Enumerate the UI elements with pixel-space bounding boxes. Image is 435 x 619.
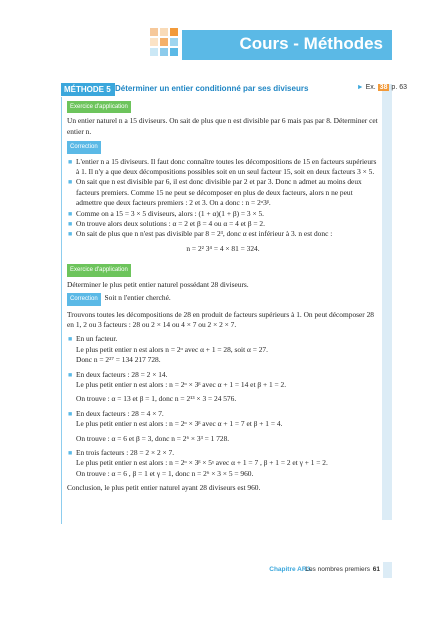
correction-text: Trouvons toutes les décompositions de 28 en produit de facteurs supérieurs à 1. On peut décomposer 28 en 1, 2 ou 3 facteurs : 28 ou 2 × 14 ou 4 × 7 ou 2 × 2 × 7.: [67, 309, 374, 329]
list-item: ■ En trois facteurs : 28 = 2 × 2 × 7. Le plus petit entier n est alors : n = 2ᵅ × 3ᵝ × 5ᵞ avec α + 1 = 7 , β + 1 = 2 et γ + 1 = 2. On trouve : α = 6 , β = 1 et γ = 1, donc n = 2⁶ × 3 × 5 = 960.: [68, 447, 328, 478]
list-item: ■ En un facteur. Le plus petit entier n est alors n = 2ᵅ avec α + 1 = 28, soit α = 27. Donc n = 2²⁷ = 134 217 728.: [68, 334, 268, 365]
ref-prefix: Ex.: [365, 84, 376, 91]
bullet-icon: ■: [68, 157, 73, 166]
footer-subject: Les nombres premiers: [305, 566, 370, 573]
result-equation: n = 2² 3⁴ = 4 × 81 = 324.: [186, 243, 260, 253]
bullet-icon: ■: [68, 220, 73, 229]
footer-block: [383, 562, 392, 578]
correction-tag: Correction: [67, 293, 101, 305]
exercise-tag: Exercice d'application: [67, 101, 131, 113]
exercise-text: Déterminer le plus petit entier naturel possédant 28 diviseurs.: [67, 279, 249, 289]
exercise-reference[interactable]: [357, 84, 407, 91]
bullet-icon: ■: [68, 448, 73, 457]
correction-intro: Soit n l'entier cherché.: [104, 293, 171, 303]
exercise-tag: Exercice d'application: [67, 264, 131, 276]
method-badge: MÉTHODE 5: [61, 83, 115, 96]
margin-strip: [382, 84, 392, 520]
page-title: Cours - Méthodes: [239, 34, 383, 53]
bullet-icon: ■: [68, 178, 73, 187]
correction-tag: Correction: [67, 141, 101, 153]
exercise-text: Un entier naturel n a 15 diviseurs. On sait de plus que n est divisible par 6 mais pas par 8. Déterminer cet entier n.: [67, 116, 378, 136]
page-number: 61: [372, 566, 380, 573]
header-decoration: [150, 28, 184, 62]
method-body: [61, 97, 379, 494]
bullet-icon: ■: [68, 230, 73, 239]
method-header: [61, 83, 407, 97]
list-item: ■ On trouve alors deux solutions : α = 2 et β = 4 ou α = 4 et β = 2.: [68, 219, 265, 229]
bullet-icon: ■: [68, 209, 73, 218]
footer-chapter: Chapitre AR3.: [269, 566, 312, 573]
ref-page: p. 63: [391, 84, 407, 91]
method-title: Déterminer un entier conditionné par ses diviseurs: [115, 84, 309, 93]
list-item: ■ Comme on a 15 = 3 × 5 diviseurs, alors : (1 + α)(1 + β) = 3 × 5.: [68, 208, 265, 218]
bullet-icon: ■: [68, 370, 73, 379]
list-item: ■ En deux facteurs : 28 = 4 × 7. Le plus petit entier n est alors : n = 2ᵅ × 3ᵝ avec α + 1 = 7 et β + 1 = 4. On trouve : α = 6 et β = 3, donc n = 2⁶ × 3³ = 1 728.: [68, 408, 283, 443]
arrow-icon: ►: [356, 84, 364, 91]
list-item: ■ On sait que n est divisible par 6, il est donc divisible par 2 et par 3. Donc n admet au moins deux facteurs premiers. Comme 15 ne peut se décomposer en plus de deux facteurs, alors n ne peut admettre que deux facteurs premiers : 2 et 3. On a donc : n = 2ᵅ3ᵝ.: [68, 177, 362, 208]
list-item: ■ L'entier n a 15 diviseurs. Il faut donc connaître toutes les décompositions de 15 en facteurs supérieurs à 1. Il n'y a que deux décompositions possibles soit en un seul facteur 15, soit en deux facteurs 3 × 5.: [68, 156, 377, 177]
list-item: ■ En deux facteurs : 28 = 2 × 14. Le plus petit entier n est alors : n = 2ᵅ × 3ᵝ avec α + 1 = 14 et β + 1 = 2. On trouve : α = 13 et β = 1, donc n = 2¹³ × 3 = 24 576.: [68, 369, 287, 404]
bullet-icon: ■: [68, 335, 73, 344]
cases-list: [67, 334, 379, 479]
conclusion-text: Conclusion, le plus petit entier naturel ayant 28 diviseurs est 960.: [67, 483, 261, 493]
ref-number: 38: [379, 84, 388, 91]
list-item: ■ On sait de plus que n n'est pas divisible par 8 = 2³, donc α est inférieur à 3. n est donc :: [68, 229, 333, 239]
bullet-icon: ■: [68, 409, 73, 418]
method-section: [61, 83, 407, 494]
correction-list: [67, 157, 379, 240]
